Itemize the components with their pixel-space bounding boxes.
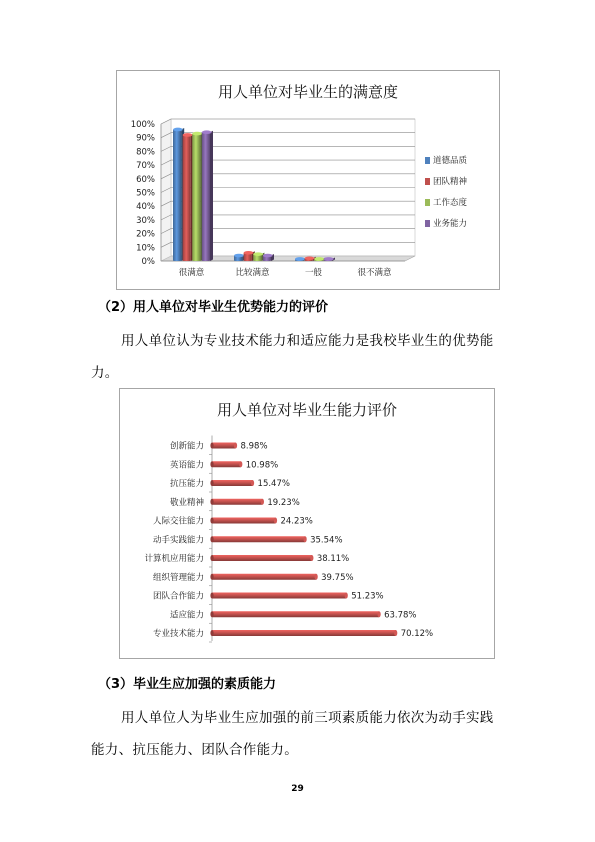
chart2-category-label: 英语能力: [169, 460, 204, 471]
chart2-bar-敬业精神: [210, 499, 264, 505]
chart2-category-label: 动手实践能力: [152, 535, 204, 546]
chart2-category-label: 抗压能力: [169, 479, 204, 489]
chart2-value-label: 15.47%: [257, 479, 290, 489]
chart2-category-label: 人际交往能力: [152, 516, 204, 527]
chart2-category-label: 敬业精神: [169, 497, 204, 508]
chart2-bar-组织管理能力: [210, 574, 317, 580]
chart1-y-tick-label: 30%: [136, 215, 155, 226]
paragraph-3-line-2: 能力、抗压能力、团队合作能力。: [91, 742, 298, 758]
chart1-x-tick-label: 很满意: [178, 268, 205, 278]
satisfaction-chart-plot: [117, 71, 499, 289]
chart1-y-tick-label: 80%: [136, 147, 155, 158]
chart1-x-tick-label: 很不满意: [357, 268, 392, 278]
chart2-value-label: 39.75%: [321, 572, 354, 583]
chart2-value-label: 51.23%: [351, 591, 384, 602]
page-number: 29: [291, 784, 304, 794]
chart2-bar-抗压能力: [210, 480, 254, 486]
chart1-y-tick-label: 60%: [136, 174, 155, 185]
satisfaction-chart: [116, 70, 500, 290]
section-heading-3: （3）毕业生应加强的素质能力: [98, 677, 277, 692]
chart2-bar-适应能力: [210, 611, 380, 617]
chart1-y-tick-label: 100%: [130, 120, 155, 130]
chart2-value-label: 8.98%: [240, 441, 268, 452]
chart1-y-tick-label: 70%: [136, 161, 155, 172]
chart1-x-tick-label: 一般: [304, 268, 323, 278]
chart2-value-label: 19.23%: [267, 497, 300, 508]
chart2-bar-专业技术能力: [210, 630, 397, 636]
chart2-value-label: 24.23%: [280, 516, 313, 527]
chart1-legend-label: 道德品质: [433, 156, 468, 166]
chart1-x-tick-label: 比较满意: [235, 268, 270, 278]
chart2-bar-英语能力: [210, 461, 242, 467]
chart1-legend-swatch: [425, 178, 430, 185]
chart2-value-label: 38.11%: [316, 554, 350, 564]
chart1-legend-label: 业务能力: [433, 219, 468, 229]
chart1-legend-swatch: [425, 220, 430, 227]
chart2-category-label: 创新能力: [169, 441, 204, 452]
chart2-category-label: 适应能力: [169, 610, 204, 621]
chart2-value-label: 10.98%: [245, 460, 279, 471]
chart2-bar-计算机应用能力: [210, 555, 313, 561]
chart2-bar-人际交往能力: [210, 518, 277, 524]
chart1-bar-比较满意-团队精神: [244, 251, 255, 261]
chart1-y-tick-label: 10%: [136, 243, 155, 254]
paragraph-2-line-2: 力。: [91, 365, 119, 381]
ability-chart: [119, 388, 495, 659]
chart2-bar-动手实践能力: [210, 536, 306, 542]
chart2-category-label: 专业技术能力: [152, 629, 204, 639]
chart1-legend-label: 工作态度: [433, 198, 468, 208]
chart1-bar-很满意-业务能力: [202, 130, 213, 261]
chart1-bar-很满意-团队精神: [183, 133, 194, 261]
section-heading-2: （2）用人单位对毕业生优势能力的评价: [98, 300, 329, 315]
chart2-category-label: 计算机应用能力: [144, 554, 204, 564]
chart1-y-tick-label: 0%: [141, 257, 155, 267]
satisfaction-chart-title: 用人单位对毕业生的满意度: [217, 83, 398, 101]
chart1-y-tick-label: 90%: [136, 133, 155, 144]
chart2-value-label: 35.54%: [310, 535, 343, 546]
chart1-legend-swatch: [425, 199, 430, 206]
chart1-legend-swatch: [425, 157, 430, 164]
chart2-bar-创新能力: [210, 443, 237, 449]
ability-chart-plot: [120, 389, 494, 658]
chart1-bar-很满意-道德品质: [173, 128, 184, 261]
chart1-legend-label: 团队精神: [433, 177, 468, 187]
chart1-bar-比较满意-工作态度: [253, 252, 264, 261]
chart1-bar-很满意-工作态度: [192, 132, 203, 261]
chart1-y-tick-label: 20%: [136, 229, 155, 240]
chart2-value-label: 63.78%: [384, 610, 417, 621]
ability-chart-title: 用人单位对毕业生能力评价: [216, 401, 397, 419]
paragraph-2-line-1: 用人单位认为专业技术能力和适应能力是我校毕业生的优势能: [121, 333, 494, 349]
chart2-value-label: 70.12%: [400, 629, 434, 639]
chart1-y-tick-label: 50%: [136, 188, 155, 199]
chart2-bar-团队合作能力: [210, 593, 347, 599]
paragraph-3-line-1: 用人单位人为毕业生应加强的前三项素质能力依次为动手实践: [121, 710, 494, 726]
chart1-y-tick-label: 40%: [136, 202, 155, 213]
chart2-category-label: 团队合作能力: [152, 591, 204, 602]
chart2-category-label: 组织管理能力: [152, 572, 204, 583]
